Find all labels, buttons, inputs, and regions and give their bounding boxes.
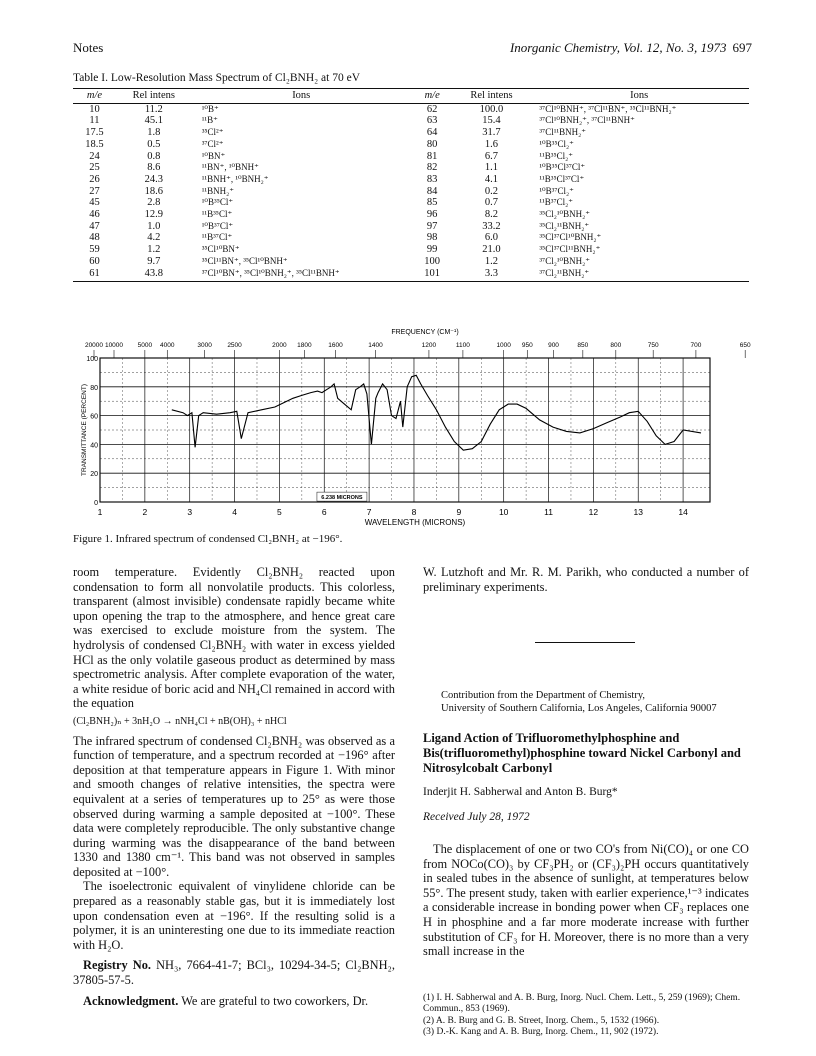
x-tick-label: 6 xyxy=(321,507,327,517)
table-row xyxy=(73,221,749,233)
cell-ions: ³⁷Cl¹⁰BN⁺, ³⁵Cl¹⁰BNH₂⁺, ³⁵Cl¹¹BNH⁺ xyxy=(192,268,411,282)
col-header-intens-right: Rel intens xyxy=(454,89,530,104)
y-tick-label: 80 xyxy=(90,384,98,392)
cell-ions: ¹¹B³⁵Cl³⁷Cl⁺ xyxy=(539,173,585,184)
cell-ions: ³⁵Cl¹⁰BN⁺ xyxy=(201,244,240,255)
cell-intens: 11.2 xyxy=(144,103,163,115)
top-tick-label: 20000 xyxy=(84,342,104,349)
table-row xyxy=(73,127,749,139)
journal-citation: Inorganic Chemistry, Vol. 12, No. 3, 1973 xyxy=(509,40,727,55)
cell-ions: ³⁵Cl³⁷Cl¹⁰BNH₂⁺ xyxy=(539,232,602,243)
table-row xyxy=(73,209,749,221)
cell-ions: ¹⁰B³⁷Cl₂⁺ xyxy=(539,185,574,196)
cell-intens: 4.2 xyxy=(147,232,161,244)
cell-ions: ³⁷Cl₂¹¹BNH₂⁺ xyxy=(529,268,749,282)
paragraph-infrared: The infrared spectrum of condensed Cl₂BNH₂ was observed as a function of temperature, and a spectrum recorded at −196° after deposition at that temperature appears in Figure 1. With minor and smooth changes of relative intensities, the spectra were equivalent at a series of temperatures up to 25° as were those observed during warming a sample deposited at −100°. These data were completely reproducible. The only substantive change during warming was the disappearance of the band between 1330 and 1380 cm⁻¹. This band was not observed in samples deposited at −100°. xyxy=(73,733,395,879)
cell-intens: 1.8 xyxy=(147,127,161,139)
running-header-section: Notes xyxy=(73,40,104,55)
cell-me: 59 xyxy=(89,244,100,256)
paragraph-hydrolysis: room temperature. Evidently Cl₂BNH₂ reacted upon condensation to form all nonvolatile products. This colorless, transparent (almost invisible) condensate rapidly became white upon opening the trap to the atmosphere, and hence great care was exercised to exclude moisture from the system. The hydrolysis of condensed Cl₂BNH₂ with water in excess yielded HCl as the only volatile gaseous product as determined by mass spectrometric analysis. After complete evaporation of the water, a white residue of boric acid and NH₄Cl remained in accord with the equation xyxy=(73,565,395,711)
top-tick-label: 5000 xyxy=(137,342,153,349)
cell-intens: 1.2 xyxy=(484,255,499,267)
cell-me: 18.5 xyxy=(85,138,104,150)
col-header-ions-left: Ions xyxy=(192,89,411,104)
cell-me: 81 xyxy=(426,150,438,162)
cell-me: 27 xyxy=(89,185,100,197)
y-tick-label: 100 xyxy=(86,356,98,363)
cell-intens: 3.3 xyxy=(454,268,530,282)
cell-me: 96 xyxy=(426,209,438,221)
reference-2: (2) A. B. Burg and G. B. Street, Inorg. Chem., 5, 1532 (1966). xyxy=(423,1015,660,1026)
x-tick-label: 9 xyxy=(456,507,462,517)
cell-ions: ¹¹B³⁵Cl⁺ xyxy=(201,209,233,220)
x-axis-label: WAVELENGTH (MICRONS) xyxy=(364,518,466,527)
cell-ions: ¹¹B³⁷Cl⁺ xyxy=(201,232,233,243)
cell-intens: 24.3 xyxy=(144,173,163,185)
x-tick-label: 7 xyxy=(366,507,372,517)
cell-intens: 1.6 xyxy=(484,138,499,150)
cell-intens: 12.9 xyxy=(144,209,163,221)
received-date: Received July 28, 1972 xyxy=(423,811,530,823)
ack-text: We are grateful to two coworkers, Dr. xyxy=(181,993,369,1008)
x-tick-label: 14 xyxy=(678,507,688,517)
contribution-line-1: Contribution from the Department of Chemistry, xyxy=(441,690,646,701)
cell-intens: 15.4 xyxy=(482,115,501,127)
top-tick-label: 800 xyxy=(610,342,622,349)
cell-me: 98 xyxy=(426,232,438,244)
cell-ions: ³⁵Cl²⁺ xyxy=(201,127,224,138)
cell-me: 60 xyxy=(89,255,100,267)
cell-intens: 1.2 xyxy=(147,244,161,256)
page-number: 697 xyxy=(732,40,752,55)
cell-ions: ³⁷Cl₂¹⁰BNH₂⁺ xyxy=(539,255,591,266)
cell-intens: 33.2 xyxy=(482,220,501,232)
cell-me: 48 xyxy=(89,232,100,244)
cell-me: 10 xyxy=(89,103,100,115)
cell-intens: 0.2 xyxy=(484,185,499,197)
x-tick-label: 10 xyxy=(498,507,509,517)
cell-intens: 2.8 xyxy=(147,197,161,209)
registry-paragraph xyxy=(73,958,395,987)
cell-me: 24 xyxy=(89,150,100,162)
cell-me: 82 xyxy=(426,162,438,174)
cell-intens: 21.0 xyxy=(482,244,501,256)
top-tick-label: 1600 xyxy=(328,342,343,349)
top-tick-label: 750 xyxy=(647,342,659,349)
reference-3: (3) D.-K. Kang and A. B. Burg, Inorg. Chem., 11, 902 (1972). xyxy=(423,1026,659,1037)
cell-intens: 6.0 xyxy=(484,232,499,244)
cell-ions: ¹¹BN⁺, ¹⁰BNH⁺ xyxy=(201,162,259,173)
table-row xyxy=(73,115,749,127)
cell-me: 11 xyxy=(89,115,100,127)
cell-me: 45 xyxy=(89,197,100,209)
cell-me: 85 xyxy=(426,197,438,209)
equation: (Cl₂BNH₂)ₙ + 3nH₂O → nNH₄Cl + nB(OH)₃ + nHCl xyxy=(73,715,287,727)
reference-1: (1) I. H. Sabherwal and A. B. Burg, Inorg. Nucl. Chem. Lett., 5, 259 (1969); Chem. Commun., 853 (1969). xyxy=(423,993,741,1015)
cell-ions: ³⁷Cl¹¹BNH₂⁺ xyxy=(539,127,586,138)
table-row xyxy=(73,103,749,115)
ack-label: Acknowledgment. xyxy=(83,993,179,1008)
cell-intens: 8.2 xyxy=(484,209,499,221)
cell-intens: 8.6 xyxy=(147,162,161,174)
registry-text: NH₃, 7664-41-7; BCl₃, 10294-34-5; Cl₂BNH₂, 37805-57-5. xyxy=(73,958,395,988)
cell-me: 100 xyxy=(424,255,441,267)
table-row xyxy=(73,232,749,244)
cell-me: 64 xyxy=(426,127,438,139)
top-tick-label: 4000 xyxy=(160,342,175,349)
table-row xyxy=(73,256,749,268)
section-divider xyxy=(535,642,635,643)
table-row xyxy=(73,151,749,163)
cell-intens: 0.5 xyxy=(147,138,161,150)
x-tick-label: 5 xyxy=(277,507,282,517)
table-row xyxy=(73,244,749,256)
cell-me: 47 xyxy=(89,220,100,232)
cell-intens: 1.0 xyxy=(147,220,161,232)
col-header-me-right: m/e xyxy=(411,89,454,104)
col-header-me-left: m/e xyxy=(73,89,116,104)
ack-paragraph xyxy=(73,994,395,1009)
cell-ions: ³⁵Cl³⁷Cl¹¹BNH₂⁺ xyxy=(539,244,601,255)
top-tick-label: 1000 xyxy=(496,342,511,349)
cell-ions: ³⁷Cl¹⁰BNH⁺, ³⁷Cl¹¹BN⁺, ³⁵Cl¹¹BNH₂⁺ xyxy=(539,103,677,114)
paragraph-isoelectronic: The isoelectronic equivalent of vinylidene chloride can be prepared as a reasonably stable gas, but it is immediately lost upon condensation even at −196°. If the resulting solid is a polymer, it is an uninteresting one due to its immediate reaction with H₂O. xyxy=(73,879,395,952)
table-header-row xyxy=(73,89,749,104)
cell-intens: 18.6 xyxy=(144,185,163,197)
cell-ions: ³⁵Cl¹¹BN⁺, ³⁵Cl¹⁰BNH⁺ xyxy=(201,255,288,266)
cell-ions: ¹⁰B⁺ xyxy=(201,103,219,114)
cell-ions: ¹¹B⁺ xyxy=(201,115,218,126)
cell-ions: ³⁵Cl₂¹¹BNH₂⁺ xyxy=(539,220,590,231)
cell-intens: 6.7 xyxy=(484,150,499,162)
cell-intens: 4.1 xyxy=(484,173,499,185)
y-axis-label: TRANSMITTANCE (PERCENT) xyxy=(81,384,88,476)
cell-me: 25 xyxy=(89,162,100,174)
x-tick-label: 2 xyxy=(142,507,148,517)
cell-ions: ¹⁰BN⁺ xyxy=(201,150,226,161)
top-tick-label: 1100 xyxy=(455,342,470,349)
cell-me: 63 xyxy=(426,115,438,127)
cell-intens: 43.8 xyxy=(116,268,192,282)
x-tick-label: 12 xyxy=(588,507,599,517)
annotation-label: 6.238 MICRONS xyxy=(321,495,363,502)
registry-label: Registry No. xyxy=(83,958,152,973)
ir-spectrum-figure xyxy=(78,306,751,528)
references xyxy=(423,993,749,1038)
cell-intens: 100.0 xyxy=(479,103,504,115)
article-title: Ligand Action of Trifluoromethylphosphine and Bis(trifluoromethyl)phosphine toward Nickel Carbonyl and Nitrosylcobalt Carbonyl xyxy=(423,731,741,775)
top-tick-label: 650 xyxy=(739,342,751,349)
cell-intens: 9.7 xyxy=(147,255,161,267)
cell-me: 17.5 xyxy=(85,127,104,139)
cell-ions: ³⁵Cl₂¹⁰BNH₂⁺ xyxy=(539,209,591,220)
cell-intens: 1.1 xyxy=(484,162,499,174)
top-tick-label: 950 xyxy=(521,342,533,349)
table-row xyxy=(73,174,749,186)
contribution-block xyxy=(441,690,717,715)
col-header-intens-left: Rel intens xyxy=(116,89,192,104)
cell-ions: ¹⁰B³⁷Cl⁺ xyxy=(201,220,234,231)
cell-me: 46 xyxy=(89,209,100,221)
article-intro: The displacement of one or two CO's from Ni(CO)₄ or one CO from NOCo(CO)₃ by CF₃PH₂ or (CF₃)₂PH occurs quantitatively in sealed tubes in the absence of sunlight, at temperatures below 55°. The present study, taken with earlier experience,¹⁻³ indicates a considerable increase in bonding power when CF₃ replaces one H in phosphine and a far more moderate increase with further substitution of CF₃ for H. Moreover, there is no more than a very small increase in the xyxy=(423,842,749,959)
cell-me: 62 xyxy=(426,103,438,115)
mass-spectrum-table xyxy=(73,88,749,282)
table-row xyxy=(73,162,749,174)
top-tick-label: 2000 xyxy=(272,342,287,349)
top-tick-label: 1200 xyxy=(421,342,437,349)
cell-me: 101 xyxy=(411,268,454,282)
x-tick-label: 4 xyxy=(232,507,237,517)
y-tick-label: 40 xyxy=(90,442,98,450)
table-row xyxy=(73,186,749,198)
cell-ions: ¹⁰B³⁵Cl₂⁺ xyxy=(539,138,574,149)
cell-ions: ¹⁰B³⁵Cl⁺ xyxy=(201,197,234,208)
y-tick-label: 60 xyxy=(90,413,98,421)
cell-me: 99 xyxy=(426,244,438,256)
cell-me: 26 xyxy=(89,173,100,185)
cell-ions: ¹¹B³⁵Cl₂⁺ xyxy=(539,150,573,161)
table-row xyxy=(73,139,749,151)
top-tick-label: 850 xyxy=(577,342,589,349)
cell-intens: 31.7 xyxy=(482,127,501,139)
top-axis-label: FREQUENCY (CM⁻¹) xyxy=(391,329,459,336)
x-tick-label: 8 xyxy=(411,507,417,517)
table-row xyxy=(73,197,749,209)
figure-caption: Figure 1. Infrared spectrum of condensed Cl₂BNH₂ at −196°. xyxy=(73,533,343,545)
cell-ions: ³⁷Cl¹⁰BNH₂⁺, ³⁷Cl¹¹BNH⁺ xyxy=(539,115,635,126)
x-tick-label: 13 xyxy=(633,507,643,517)
x-tick-label: 11 xyxy=(544,507,553,517)
cell-intens: 0.7 xyxy=(484,197,499,209)
top-tick-label: 2500 xyxy=(227,342,242,349)
x-tick-label: 3 xyxy=(187,507,193,517)
top-tick-label: 900 xyxy=(548,342,559,349)
x-tick-label: 1 xyxy=(97,507,103,517)
y-tick-label: 0 xyxy=(94,500,98,507)
cell-ions: ¹¹BNH₂⁺ xyxy=(201,185,234,196)
top-tick-label: 1800 xyxy=(297,342,312,349)
top-tick-label: 3000 xyxy=(197,342,212,349)
cell-ions: ³⁷Cl²⁺ xyxy=(201,138,224,149)
article-authors: Inderjit H. Sabherwal and Anton B. Burg* xyxy=(423,786,618,798)
top-tick-label: 10000 xyxy=(104,342,124,349)
contribution-line-2: University of Southern California, Los Angeles, California 90007 xyxy=(441,702,717,714)
top-tick-label: 700 xyxy=(690,342,702,349)
top-tick-label: 1400 xyxy=(368,342,383,349)
cell-ions: ¹¹BNH⁺, ¹⁰BNH₂⁺ xyxy=(201,173,269,184)
cell-me: 84 xyxy=(426,185,438,197)
table-caption: Table I. Low-Resolution Mass Spectrum of Cl₂BNH₂ at 70 eV xyxy=(73,72,361,84)
cell-me: 61 xyxy=(73,268,116,282)
y-tick-label: 20 xyxy=(90,471,98,479)
left-column xyxy=(73,565,395,1008)
cell-intens: 0.8 xyxy=(147,150,161,162)
cell-ions: ¹⁰B³⁵Cl³⁷Cl⁺ xyxy=(539,162,586,173)
table-row xyxy=(73,268,749,282)
cell-me: 83 xyxy=(426,173,438,185)
cell-me: 80 xyxy=(426,138,438,150)
cell-me: 97 xyxy=(426,220,438,232)
col-header-ions-right: Ions xyxy=(529,89,749,104)
cell-ions: ¹¹B³⁷Cl₂⁺ xyxy=(539,197,573,208)
running-header-journal xyxy=(510,40,752,56)
cell-intens: 45.1 xyxy=(144,115,163,127)
ack-continuation: W. Lutzhoft and Mr. R. M. Parikh, who conducted a number of preliminary experiments. xyxy=(423,565,749,594)
